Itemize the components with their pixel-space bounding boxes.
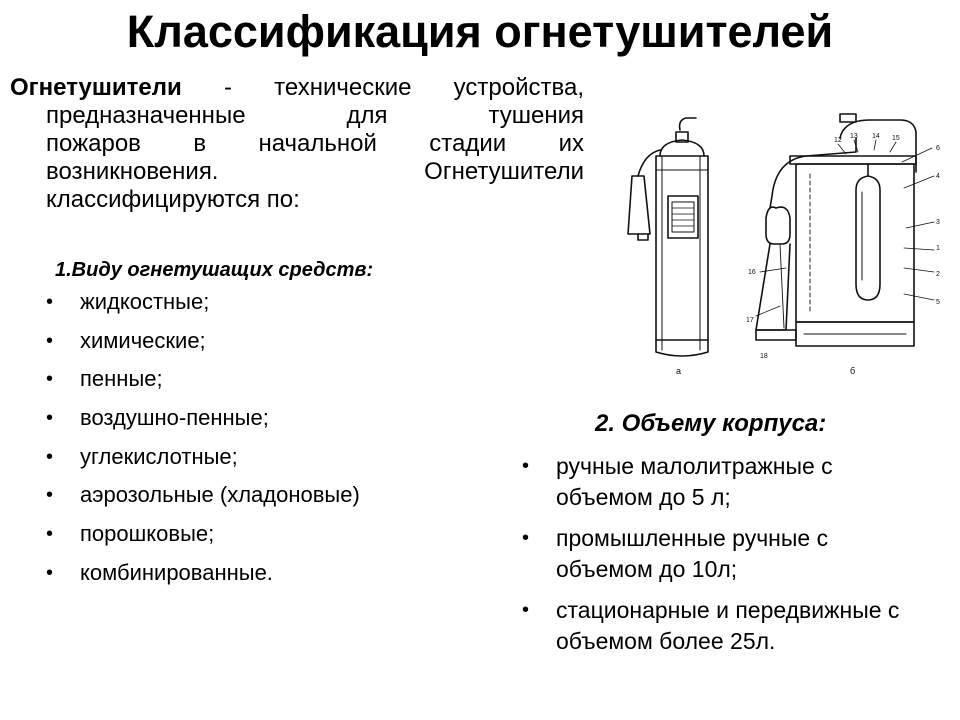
list-item [520,595,920,657]
bullet-icon: • [46,368,54,391]
list-item [44,289,484,328]
bullet-icon: • [46,484,54,507]
extinguisher-b-drawing [746,114,940,376]
callout-13: 13 [850,133,858,140]
bullet-icon: • [522,527,530,549]
callout-numbers [746,133,940,360]
callout-5: 5 [936,299,940,306]
intro-paragraph [10,74,584,214]
list-item-text: стационарные и передвижные с объемом более 25л. [556,597,900,654]
list-item [44,366,484,405]
intro-term: Огнетушители [10,74,182,101]
callout-18: 18 [760,353,768,360]
list-item-text: порошковые; [80,521,215,547]
list-item [44,444,484,483]
extinguisher-a-drawing [628,118,708,376]
section1-heading: 1.Виду огнетушащих средств: [55,259,374,281]
section2-heading: 2. Объему корпуса: [595,410,827,437]
intro-line-3: пожаров в начальной стадии их [46,130,584,157]
callout-15: 15 [892,135,900,142]
bullet-icon: • [46,329,54,352]
list-item [520,451,920,513]
list-item-text: комбинированные. [80,559,273,585]
fire-extinguisher-illustration [610,108,950,380]
section1-list [44,289,484,599]
list-item [44,560,484,599]
bullet-icon: • [46,407,54,430]
callout-1: 1 [936,245,940,252]
intro-line-4: возникновения. Огнетушители [46,158,584,185]
list-item-text: воздушно-пенные; [80,405,269,431]
list-item-text: жидкостные; [80,289,210,314]
callout-6: 6 [936,145,940,152]
bullet-icon: • [46,291,54,313]
bullet-icon: • [46,561,54,584]
callout-17: 17 [746,317,754,324]
callout-14: 14 [872,133,880,140]
list-item-text: химические; [80,327,206,353]
callout-4: 4 [936,173,940,180]
intro-line-2: предназначенные для тушения [46,102,584,129]
list-item-text: ручные малолитражные с объемом до 5 л; [556,453,833,510]
list-item [44,521,484,560]
bullet-icon: • [522,455,530,477]
bullet-icon: • [522,599,530,621]
callout-2: 2 [936,271,940,278]
list-item [44,405,484,444]
list-item [44,328,484,367]
intro-rest: - технические устройства, [181,74,584,101]
list-item [520,523,920,585]
list-item-text: аэрозольные (хладоновые) [80,482,360,508]
list-item [44,482,484,521]
callout-12: 12 [834,137,842,144]
list-item-text: пенные; [80,366,163,392]
list-item-text: углекислотные; [80,443,238,469]
label-b: б [850,366,856,376]
callout-3: 3 [936,219,940,226]
intro-line-5: классифицируются по: [46,186,300,213]
bullet-icon: • [46,445,54,468]
page-title: Классификация огнетушителей [126,6,834,57]
intro-line-1 [10,74,584,102]
label-a: а [676,366,682,376]
section2-list [520,451,920,667]
callout-16: 16 [748,269,756,276]
list-item-text: промышленные ручные с объемом до 10л; [556,525,829,582]
bullet-icon: • [46,523,54,546]
